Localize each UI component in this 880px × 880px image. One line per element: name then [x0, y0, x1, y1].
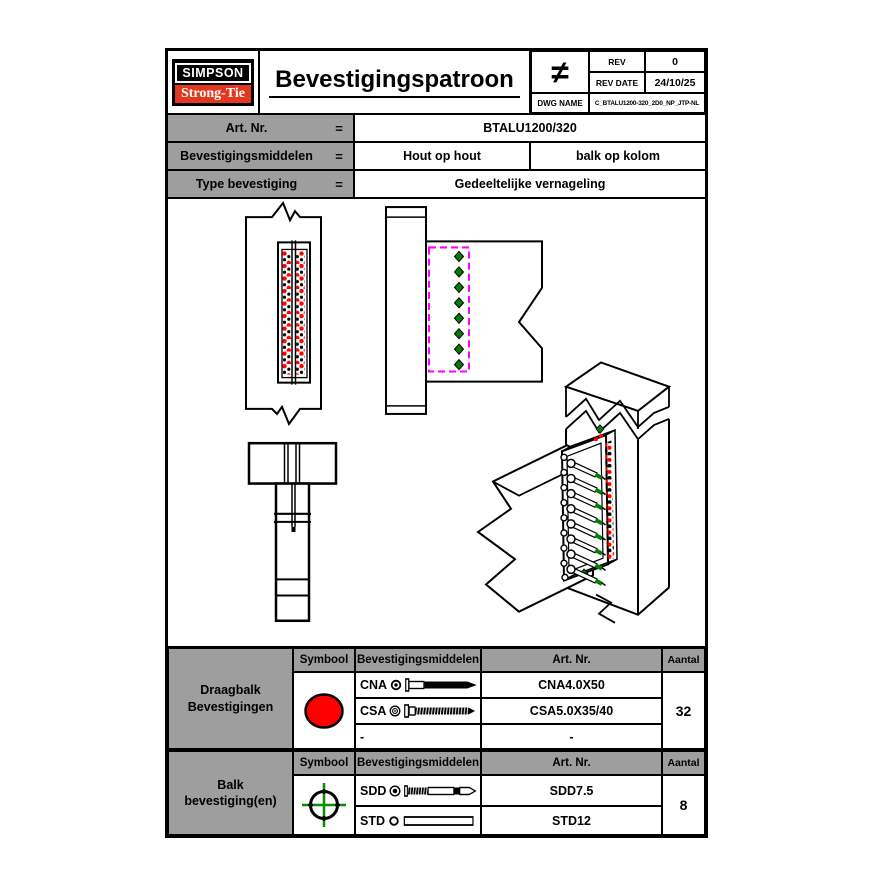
- draagbalk-fastener-table: [168, 646, 705, 750]
- col-header-art-nr: Art. Nr.: [481, 648, 662, 672]
- dwg-name-label: DWG NAME: [531, 93, 589, 113]
- balk-symbol-cell: [293, 775, 355, 835]
- type-label: Type bevestiging: [195, 177, 298, 191]
- logo-strongtie-text: Strong-Tie: [175, 85, 251, 103]
- cna-nail-icon: [405, 678, 479, 692]
- fastener-label: Bevestigingsmiddelen: [180, 149, 313, 163]
- rev-date-label: REV DATE: [589, 72, 645, 93]
- equals-sign: =: [335, 176, 343, 192]
- balk-aantal-value: 8: [662, 775, 705, 835]
- sdd-screw-icon: [404, 784, 478, 798]
- art-nr-std: STD12: [481, 806, 662, 835]
- rev-date-value: 24/10/25: [645, 72, 705, 93]
- green-crosshair-symbol-icon: [300, 782, 348, 828]
- fastener-row-dash: -: [355, 724, 481, 749]
- col-header-aantal: Aantal: [662, 751, 705, 775]
- info-row-type-bevestiging: [168, 171, 705, 199]
- draagbalk-symbol-cell: [293, 672, 355, 749]
- sdd-marker-icon: [389, 785, 401, 797]
- document-frame: [165, 48, 708, 838]
- balk-group-label: Balk bevestiging(en): [168, 751, 293, 835]
- draagbalk-aantal-value: 32: [662, 672, 705, 749]
- title-cell: [260, 51, 529, 113]
- simpson-strongtie-logo: [172, 59, 254, 106]
- std-dowel-icon: [403, 814, 477, 828]
- logo-simpson-text: SIMPSON: [175, 63, 251, 83]
- col-header-symbool: Symbool: [293, 648, 355, 672]
- art-nr-cna: CNA4.0X50: [481, 672, 662, 698]
- col-header-bevestigingsmiddelen: Bevestigingsmiddelen: [355, 648, 481, 672]
- info-row-bevestigingsmiddelen: [168, 143, 705, 171]
- side-view-drawing: [386, 207, 542, 414]
- revision-block: [529, 51, 705, 113]
- art-nr-label-cell: [168, 115, 355, 141]
- red-circle-symbol-icon: [302, 691, 346, 731]
- logo-cell: [168, 51, 260, 113]
- csa-screw-icon: [404, 704, 478, 718]
- draagbalk-group-label: Draagbalk Bevestigingen: [168, 648, 293, 749]
- std-marker-icon: [388, 815, 400, 827]
- equals-sign: =: [335, 120, 343, 136]
- rev-value: 0: [645, 51, 705, 72]
- cna-marker-icon: [390, 679, 402, 691]
- equals-sign: =: [335, 148, 343, 164]
- art-nr-label: Art. Nr.: [225, 121, 268, 135]
- projection-symbol-icon: ≠: [531, 51, 589, 93]
- balk-fastener-table: [168, 750, 705, 835]
- art-nr-sdd: SDD7.5: [481, 775, 662, 806]
- isometric-view-drawing: [478, 362, 669, 622]
- page-title: Bevestigingspatroon: [269, 66, 520, 98]
- csa-marker-icon: [389, 705, 401, 717]
- art-nr-dash: -: [481, 724, 662, 749]
- plan-view-drawing: [249, 443, 336, 621]
- fastener-label-cell: [168, 143, 355, 169]
- fastener-row-std: STD: [355, 806, 481, 835]
- title-block: [168, 51, 705, 115]
- fastener-value-left: Hout op hout: [403, 149, 481, 163]
- type-label-cell: [168, 171, 355, 197]
- dwg-name-value: C_BTALU1200-320_2D0_NP_JTP-NL: [589, 93, 705, 113]
- fastener-row-sdd: SDD: [355, 775, 481, 806]
- art-nr-csa: CSA5.0X35/40: [481, 698, 662, 724]
- fastener-row-csa: CSA: [355, 698, 481, 724]
- col-header-aantal: Aantal: [662, 648, 705, 672]
- art-nr-value: BTALU1200/320: [483, 121, 577, 135]
- col-header-art-nr: Art. Nr.: [481, 751, 662, 775]
- info-row-art-nr: [168, 115, 705, 143]
- col-header-symbool: Symbool: [293, 751, 355, 775]
- fastener-value-right: balk op kolom: [529, 143, 705, 169]
- rev-label: REV: [589, 51, 645, 72]
- fastener-row-cna: CNA: [355, 672, 481, 698]
- front-view-drawing: [246, 203, 321, 424]
- type-value: Gedeeltelijke vernageling: [454, 177, 606, 191]
- technical-drawings: [168, 199, 705, 646]
- col-header-bevestigingsmiddelen: Bevestigingsmiddelen: [355, 751, 481, 775]
- drawings-svg: [168, 199, 705, 646]
